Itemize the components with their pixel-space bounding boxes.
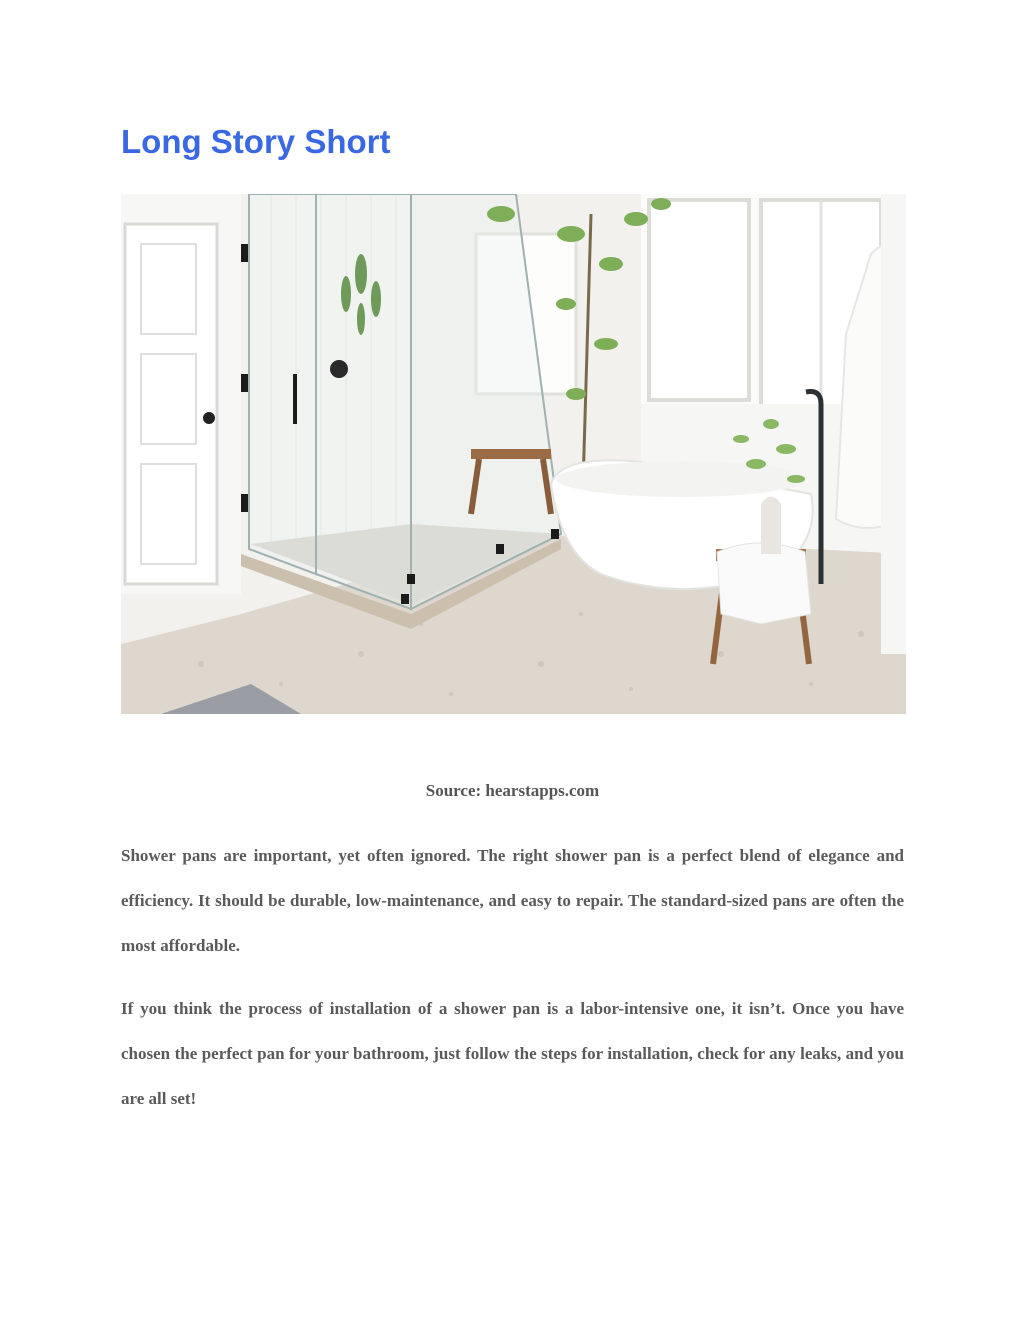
paragraph-1: Shower pans are important, yet often ignored. The right shower pan is a perfect blend of elegance and efficiency. It should be durable, low-maintenance, and easy to repair. The standard-sized pans are often the most affordable. xyxy=(121,846,904,955)
paragraph-2: If you think the process of installation of a shower pan is a labor-intensive one, it isn’t. Once you have chosen the perfect pan for your bathroom, just follow the steps for installation, check for any leaks, and you are all set! xyxy=(121,999,904,1108)
page-title: Long Story Short xyxy=(121,123,391,160)
bathroom-photo xyxy=(121,194,906,714)
image-source-caption: Source: hearstapps.com xyxy=(425,781,600,800)
